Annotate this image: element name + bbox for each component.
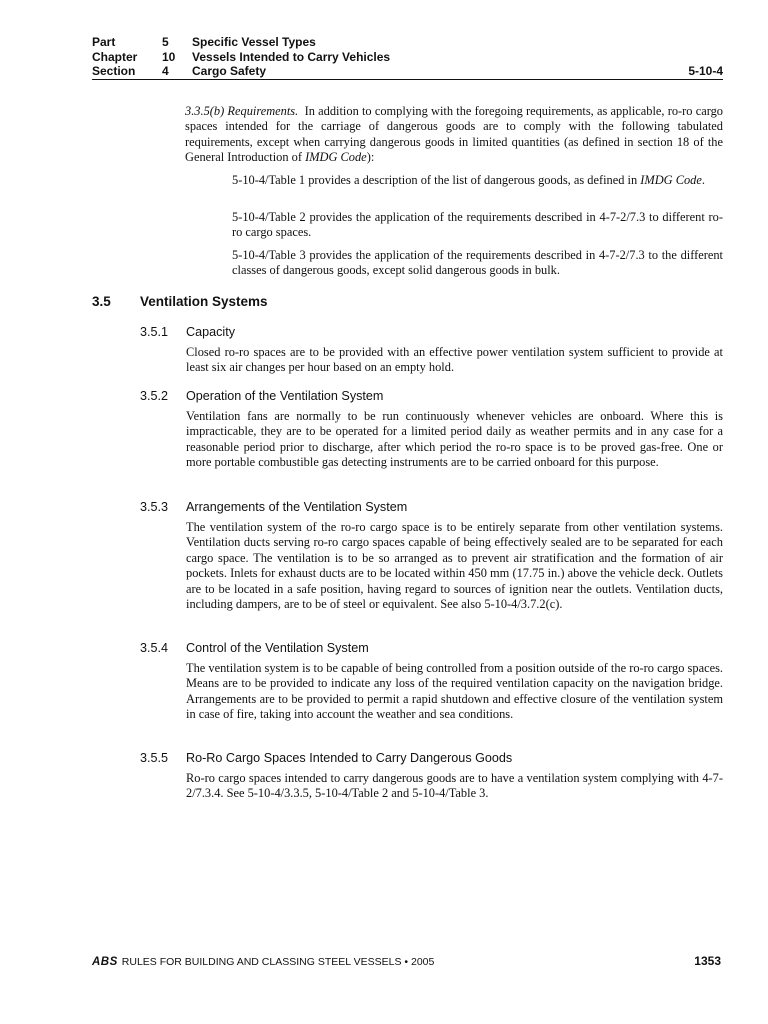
- section-heading: [92, 294, 268, 309]
- subsection-body-3-5-1: Closed ro-ro spaces are to be provided with an effective power ventilation system sufficient to provide at least six air changes per hour based on an empty hold.: [186, 345, 723, 375]
- subsection-heading-3-5-5: [140, 751, 512, 765]
- subsection-title: Arrangements of the Ventilation System: [186, 500, 408, 514]
- footer-left: [92, 956, 434, 968]
- intro-item-2: 5-10-4/Table 2 provides the application of the requirements described in 4-7-2/7.3 to different ro-ro cargo spaces.: [232, 210, 723, 240]
- header-part-title: Specific Vessel Types: [192, 35, 316, 49]
- intro-item-1: [232, 173, 723, 188]
- subsection-number: 3.5.4: [140, 641, 169, 655]
- intro-text: In addition to complying with the foregoing requirements, as applicable, ro-ro cargo spaces intended for the carriage of dangerous goods are to comply with the following tabulated requirements, except when carrying dangerous goods in limited quantities (as defined in section 18 of the General Introduction of: [185, 104, 727, 165]
- header-row-section: [92, 64, 723, 80]
- intro-text-end: ):: [366, 150, 375, 165]
- intro-paragraph: [185, 104, 727, 166]
- header-part-number: 5: [162, 35, 169, 49]
- subsection-heading-3-5-2: [140, 389, 383, 403]
- header-section-ref: 5-10-4: [688, 64, 723, 78]
- section-title: Ventilation Systems: [140, 294, 268, 309]
- header-section-label: Section: [92, 64, 136, 78]
- header-row-part: [92, 35, 723, 50]
- intro-item-1-end: .: [701, 173, 705, 187]
- header-part-label: Part: [92, 35, 116, 49]
- abs-logo: ABS: [92, 956, 118, 968]
- page-footer: [92, 954, 721, 968]
- subsection-title: Ro-Ro Cargo Spaces Intended to Carry Dangerous Goods: [186, 751, 513, 765]
- subsection-body-3-5-2: Ventilation fans are normally to be run continuously whenever vehicles are onboard. Where this is impracticable, they are to be operated for a limited period daily as weather permits and in any case for a reasonable period prior to discharge, after which period the ro-ro space is to be proved gas-free. One or more portable combustible gas detecting instruments are to be carried onboard for this purpose.: [186, 409, 723, 470]
- header-section-number: 4: [162, 64, 169, 78]
- section-number: 3.5: [92, 294, 111, 309]
- header-chapter-title: Vessels Intended to Carry Vehicles: [192, 49, 391, 64]
- subsection-title: Capacity: [186, 325, 235, 339]
- subsection-number: 3.5.3: [140, 500, 169, 514]
- subsection-heading-3-5-3: [140, 500, 407, 514]
- subsection-number: 3.5.5: [140, 751, 169, 765]
- intro-item-1-code: IMDG Code: [640, 173, 702, 187]
- intro-code-ref: IMDG Code: [305, 150, 367, 165]
- intro-item-1-text: 5-10-4/Table 1 provides a description of the list of dangerous goods, as defined in: [232, 173, 641, 187]
- header-section-title: Cargo Safety: [192, 64, 267, 78]
- header-chapter-number: 10: [162, 49, 176, 64]
- subsection-number: 3.5.1: [140, 325, 169, 339]
- intro-label: 3.3.5(b) Requirements.: [185, 104, 299, 118]
- running-header: [92, 35, 723, 80]
- subsection-body-3-5-4: The ventilation system is to be capable of being controlled from a position outside of the ro-ro cargo spaces. Means are to be provided to indicate any loss of the required ventilation capacity on the navigation bridge. Arrangements are to be provided to permit a rapid shutdown and effective closure of the ventilation system in case of fire, taking into account the weather and sea conditions.: [186, 661, 723, 722]
- header-chapter-label: Chapter: [92, 49, 138, 64]
- subsection-number: 3.5.2: [140, 389, 169, 403]
- subsection-body-3-5-5: Ro-ro cargo spaces intended to carry dangerous goods are to have a ventilation system complying with 4-7-2/7.3.4. See 5-10-4/3.3.5, 5-10-4/Table 2 and 5-10-4/Table 3.: [186, 771, 723, 801]
- subsection-heading-3-5-1: [140, 325, 235, 339]
- subsection-body-3-5-3: The ventilation system of the ro-ro cargo space is to be entirely separate from other ventilation systems. Ventilation ducts serving ro-ro cargo spaces capable of being effectively sealed are to be separated for each cargo space. The ventilation is to be so arranged as to prevent air stratification and the formation of air pockets. Inlets for exhaust ducts are to be located within 450 mm (17.75 in.) above the vehicle deck. Outlets are to be located in a safe position, having regard to sources of ignition near the outlets. Ventilation ducts, including dampers, are to be of steel or equivalent. See also 5-10-4/3.7.2(c).: [186, 520, 723, 612]
- subsection-title: Operation of the Ventilation System: [186, 389, 384, 403]
- page-number: 1353: [694, 954, 721, 968]
- footer-title: RULES FOR BUILDING AND CLASSING STEEL VESSELS • 2005: [121, 956, 435, 968]
- subsection-title: Control of the Ventilation System: [186, 641, 369, 655]
- subsection-heading-3-5-4: [140, 641, 369, 655]
- intro-item-3: 5-10-4/Table 3 provides the application of the requirements described in 4-7-2/7.3 to the different classes of dangerous goods, except solid dangerous goods in bulk.: [232, 248, 723, 278]
- header-row-chapter: [92, 50, 723, 65]
